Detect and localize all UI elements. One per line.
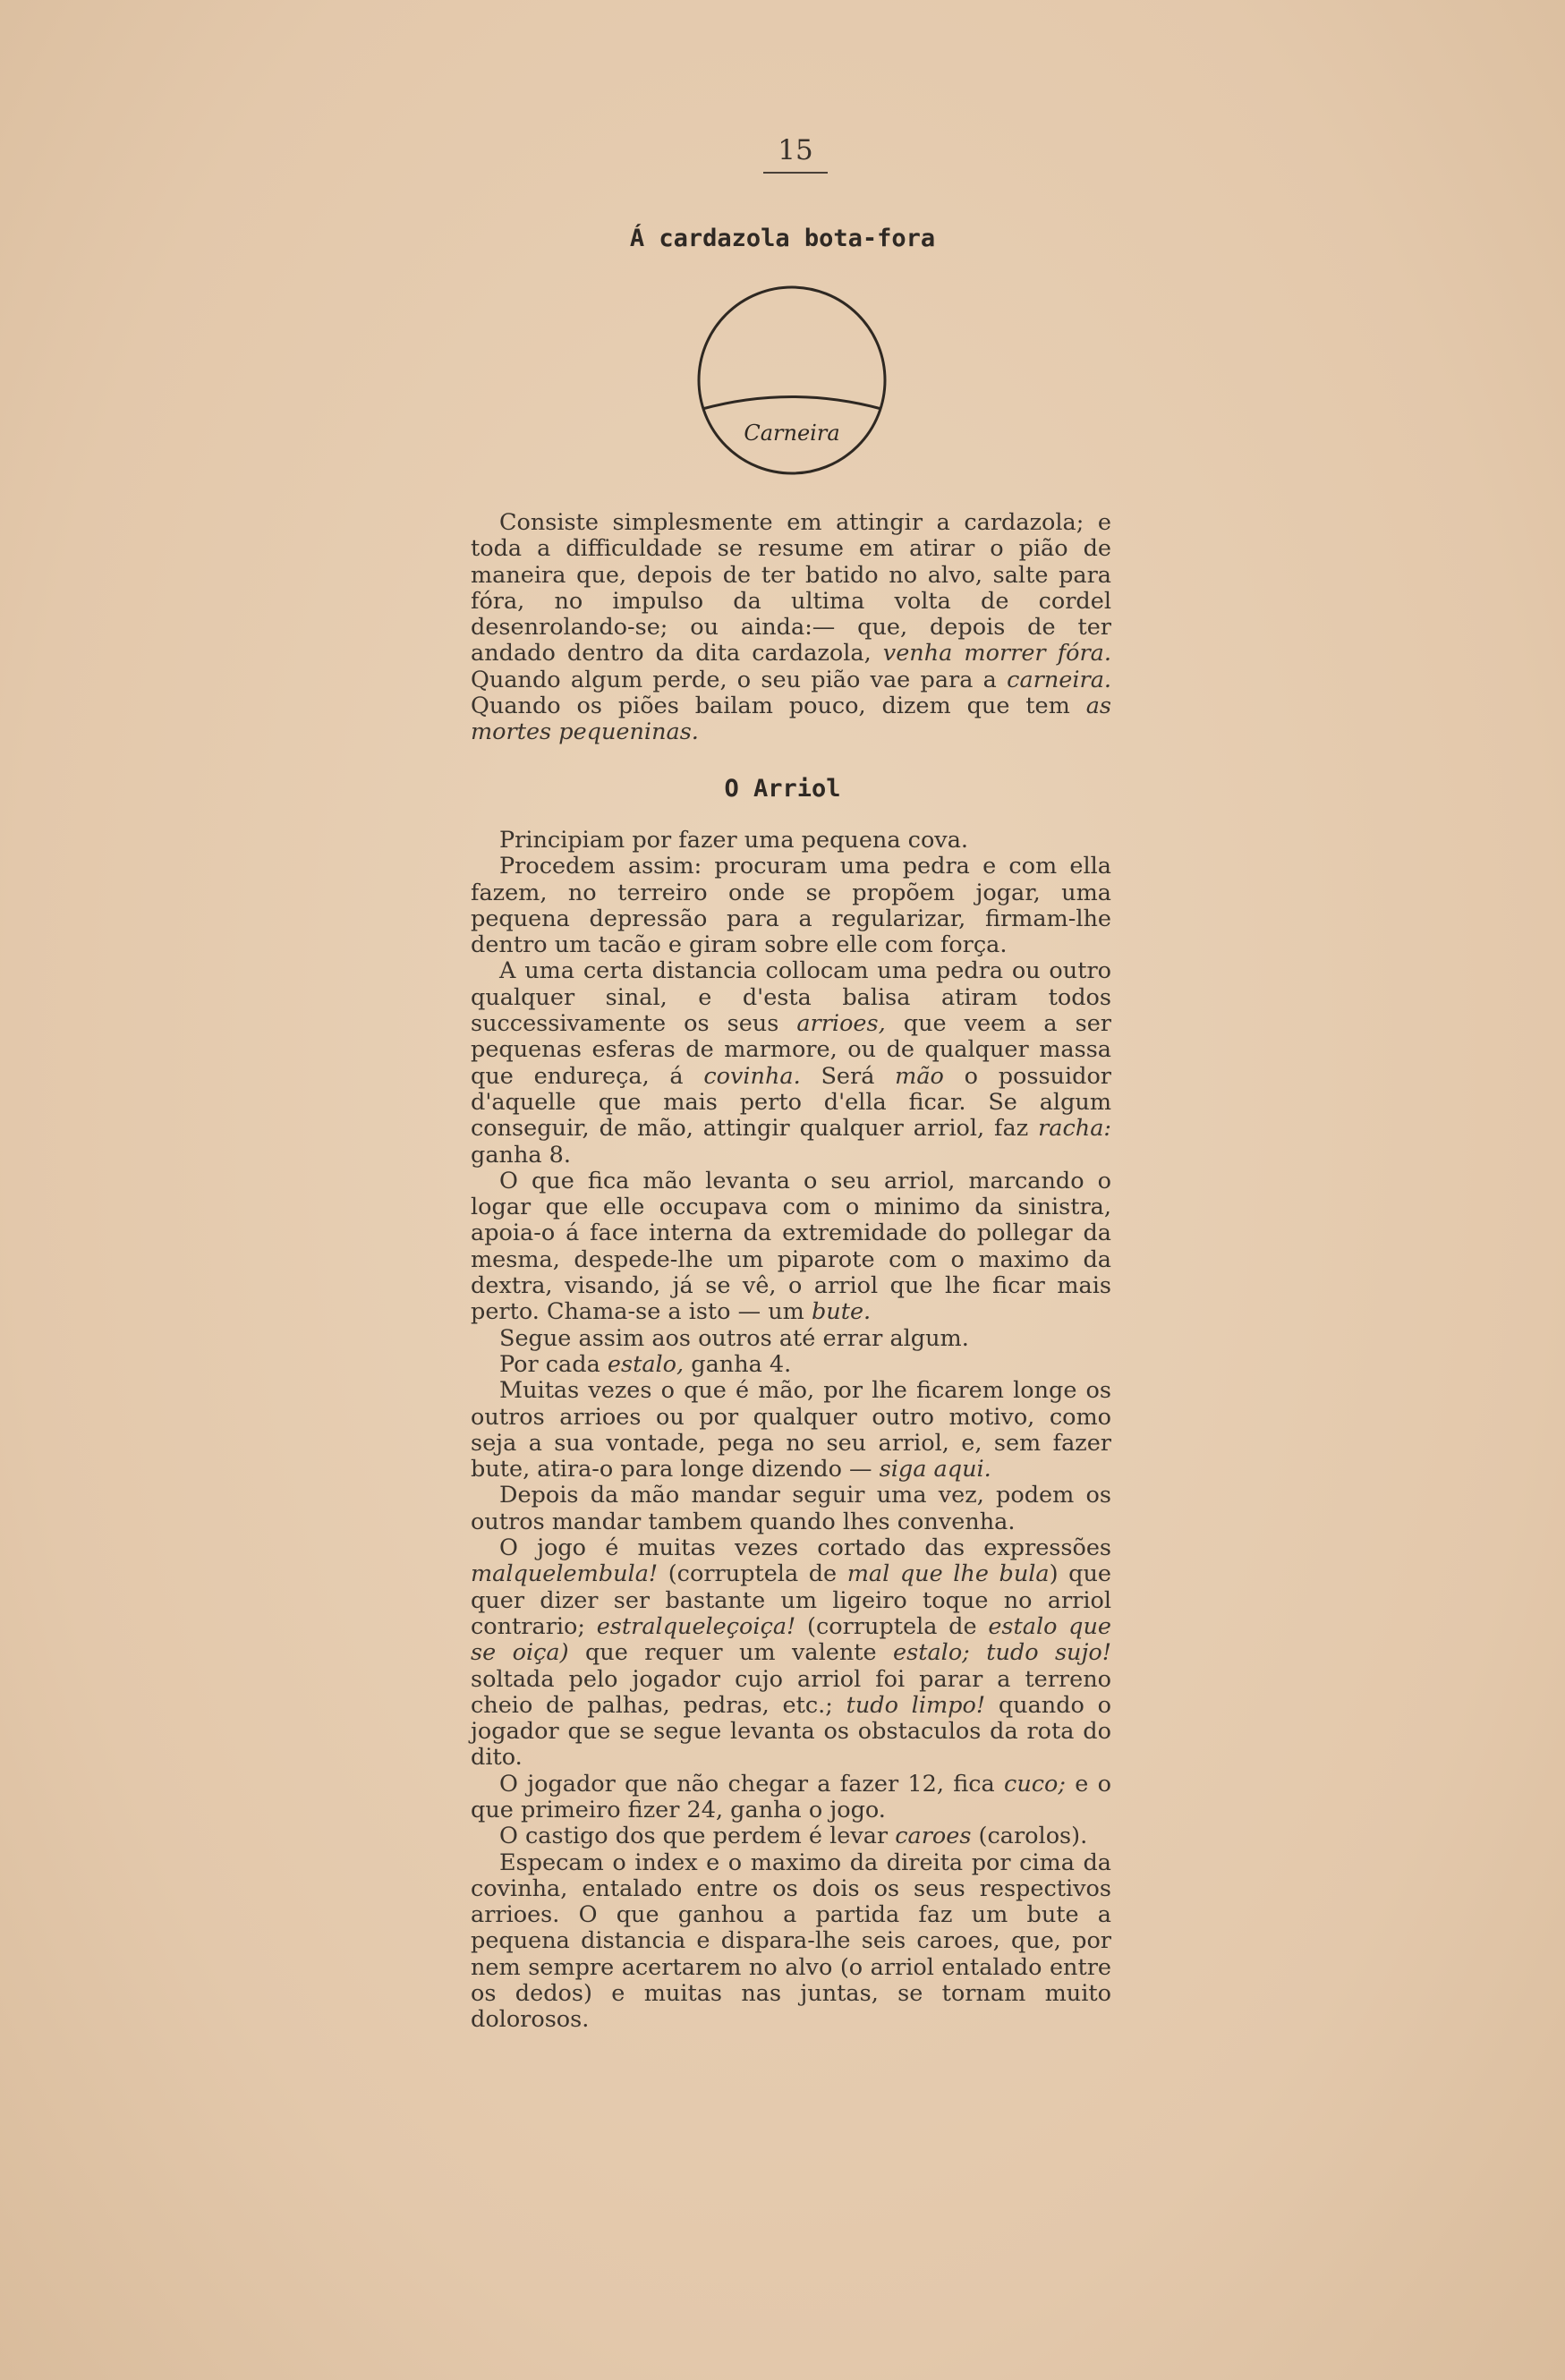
text-run: A uma certa distancia collocam uma pedra ou outro qualquer sinal, e d'esta balisa atiram todos successivamente os seus — [471, 957, 1111, 1038]
text-run: O jogador que não chegar a fazer 12, fica — [499, 1770, 1005, 1798]
text-run: (corruptela de — [658, 1560, 847, 1588]
text-run: ) que quer dizer ser bastante um ligeiro toque no arriol contrario; — [471, 1560, 1112, 1640]
arriol-paragraph — [471, 854, 1111, 958]
italic-text-run: mão — [895, 1062, 944, 1090]
text-run: (corruptela de — [795, 1612, 989, 1640]
arriol-paragraph — [471, 1823, 1111, 1849]
text-run: Procedem assim: procuram uma pedra e com ella fazem, no terreiro onde se propõem jogar, uma pequena depressão para a regularizar, firmam-lhe dentro um tacão e giram sobre elle com força. — [471, 853, 1111, 959]
arriol-paragraph — [471, 828, 1111, 854]
cardazola-paragraph — [471, 510, 1111, 746]
text-run: O castigo dos que perdem é levar — [499, 1823, 896, 1850]
heading-arriol: O Arriol — [724, 775, 841, 803]
text-run: Quando algum perde, o seu pião vae para a — [471, 666, 1008, 693]
arriol-paragraph — [471, 1352, 1111, 1378]
italic-text-run: carneira. — [1007, 666, 1111, 693]
italic-text-run: venha morrer fóra. — [882, 640, 1111, 667]
arriol-paragraph — [471, 1326, 1111, 1352]
italic-text-run: estalo que se oiça) — [471, 1612, 1112, 1667]
arriol-text — [471, 828, 1111, 2034]
text-run: Será — [800, 1062, 896, 1090]
page-number-rule — [763, 172, 828, 174]
italic-text-run: caroes — [895, 1823, 972, 1850]
italic-text-run: estralqueleçoiça! — [596, 1612, 796, 1640]
italic-text-run: estalo, — [607, 1350, 685, 1378]
arriol-paragraph — [471, 1535, 1111, 1772]
italic-text-run: siga aqui. — [879, 1456, 991, 1483]
italic-text-run: mal que lhe bula — [846, 1560, 1050, 1588]
text-run: quando o jogador que se segue levanta os obstaculos da rota do dito. — [471, 1691, 1111, 1772]
italic-text-run: estalo; tudo sujo! — [893, 1639, 1111, 1667]
italic-text-run: bute. — [811, 1298, 872, 1326]
text-run: O jogo é muitas vezes cortado das expressões — [499, 1534, 1111, 1562]
text-run: ganha 4. — [684, 1350, 792, 1378]
arriol-paragraph — [471, 1169, 1111, 1326]
text-run: que requer um valente — [568, 1639, 894, 1667]
text-run: Depois da mão mandar seguir uma vez, podem os outros mandar tambem quando lhes convenha. — [471, 1482, 1111, 1535]
text-run: Quando os piões bailam pouco, dizem que tem — [471, 693, 1086, 720]
italic-text-run: covinha. — [703, 1062, 801, 1090]
text-run: Por cada — [499, 1350, 608, 1378]
text-run: Muitas vezes o que é mão, por lhe ficarem longe os outros arrioes ou por qualquer outro motivo, como seja a sua vontade, pega no seu arriol, e, sem fazer bute, atira-o para longe dizendo — — [471, 1377, 1111, 1483]
text-run: (carolos). — [971, 1823, 1088, 1850]
text-run: soltada pelo jogador cujo arriol foi parar a terreno cheio de palhas, pedras, etc.; — [471, 1665, 1111, 1719]
italic-text-run: malquelembula! — [471, 1560, 659, 1588]
text-run: Segue assim aos outros até errar algum. — [499, 1324, 969, 1352]
heading-cardazola: Á cardazola bota-fora — [629, 225, 936, 252]
italic-text-run: racha: — [1038, 1115, 1111, 1143]
arriol-paragraph — [471, 1483, 1111, 1535]
text-run: Consiste simplesmente em attingir a cardazola; e toda a difficuldade se resume em atirar o pião de maneira que, depois de ter batido no alvo, salte para fóra, no impulso da ultima volta de cordel desenrolando-se; ou ainda:— que, depois de ter andado dentro da dita cardazola, — [471, 509, 1111, 667]
text-run: que veem a ser pequenas esferas de marmore, ou de qualquer massa que endureça, á — [471, 1010, 1111, 1090]
italic-text-run: as mortes pequeninas. — [471, 693, 1111, 746]
text-run: O que fica mão levanta o seu arriol, marcando o logar que elle occupava com o minimo da sinistra, apoia-o á face interna da extremidade do pollegar da mesma, despede-lhe um piparote com o maximo da dextra, visando, já se vê, o arriol que lhe ficar mais perto. Chama-se a isto — um — [471, 1167, 1111, 1326]
text-run: Especam o index e o maximo da direita por cima da covinha, entalado entre os dois os seus respectivos arrioes. O que ganhou a partida faz um bute a pequena distancia e dispara-lhe seis caroes, que, por nem sempre acertarem no alvo (o arriol entalado entre os dedos) e muitas nas juntas, se tornam muito dolorosos. — [471, 1849, 1111, 2034]
italic-text-run: tudo limpo! — [846, 1691, 986, 1719]
arriol-paragraph — [471, 1772, 1111, 1824]
carneira-label: Carneira — [744, 421, 840, 446]
cardazola-text — [471, 510, 1111, 746]
page-number: 15 — [778, 134, 813, 166]
text-run: Principiam por fazer uma pequena cova. — [499, 827, 969, 854]
arriol-paragraph — [471, 1850, 1111, 2034]
arriol-paragraph — [471, 1378, 1111, 1483]
cardazola-diagram — [689, 279, 895, 485]
carneira-arc — [702, 397, 881, 410]
text-run: e o que primeiro fizer 24, ganha o jogo. — [471, 1770, 1111, 1823]
arriol-paragraph — [471, 958, 1111, 1168]
italic-text-run: arrioes, — [796, 1010, 886, 1038]
italic-text-run: cuco; — [1004, 1770, 1066, 1798]
text-run: ganha 8. — [471, 1141, 572, 1169]
text-run: o possuidor d'aquelle que mais perto d'ella ficar. Se algum conseguir, de mão, attingir qualquer arriol, faz — [471, 1062, 1111, 1143]
